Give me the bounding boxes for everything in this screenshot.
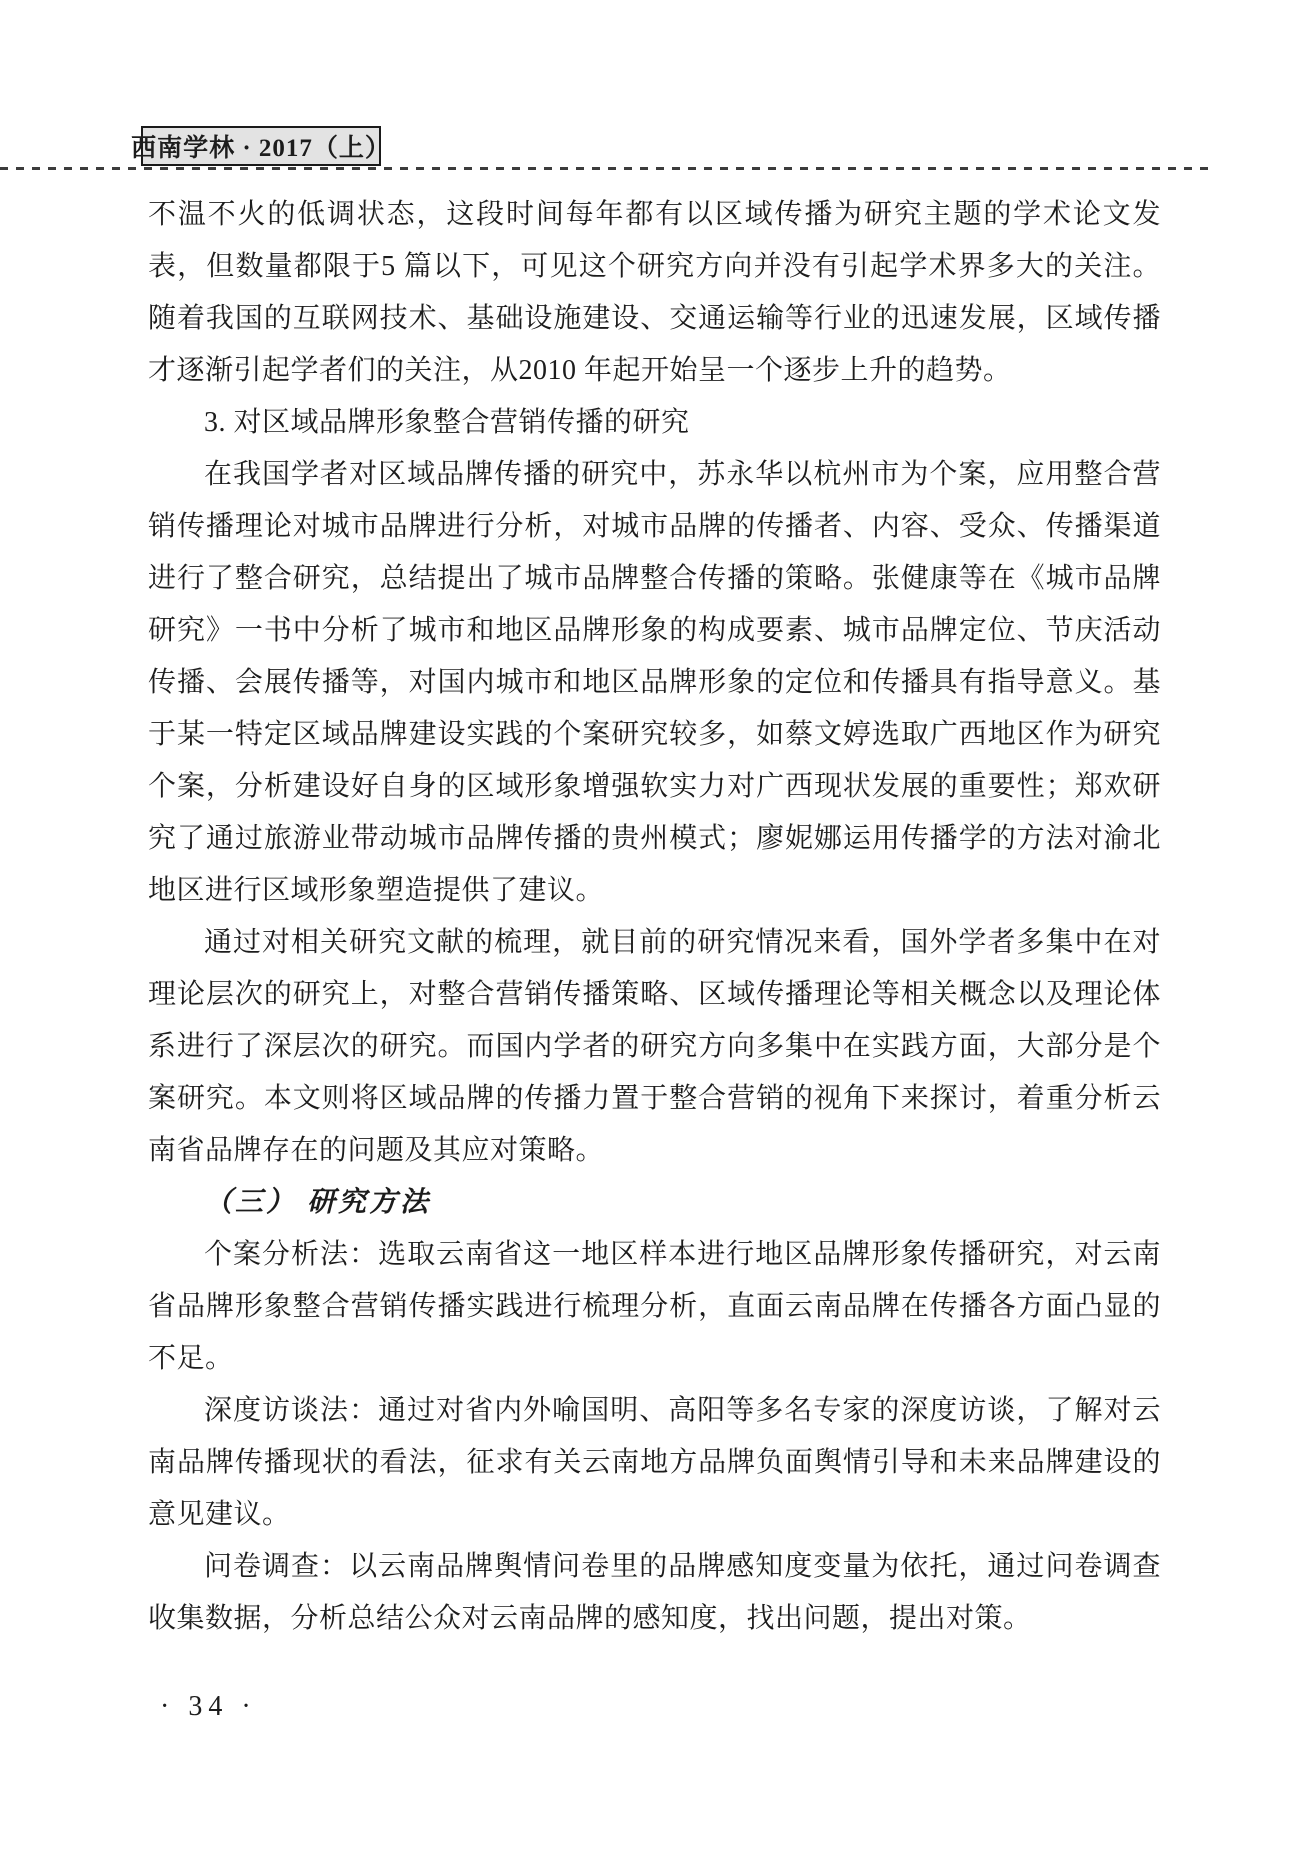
journal-title: 西南学林 · 2017（上） [131, 135, 391, 162]
paragraph-case-analysis: 个案分析法：选取云南省这一地区样本进行地区品牌形象传播研究，对云南省品牌形象整合营销传播实践进行梳理分析，直面云南品牌在传播各方面凸显的不足。 [148, 1239, 1161, 1374]
paragraph-trend: 不温不火的低调状态，这段时间每年都有以区域传播为研究主题的学术论文发表，但数量都限于5 篇以下，可见这个研究方向并没有引起学术界多大的关注。随着我国的互联网技术、基础设施建设、交通运输等行业的迅速发展，区域传播才逐渐引起学者们的关注，从2010 年起开始呈一个逐步上升的趋势。 [148, 199, 1161, 386]
header-dashed-divider [0, 167, 1216, 170]
page-number: · 34 · [160, 1691, 257, 1722]
journal-header-box [131, 126, 391, 166]
article-body [148, 189, 1161, 1645]
paragraph-interview-method: 深度访谈法：通过对省内外喻国明、高阳等多名专家的深度访谈，了解对云南品牌传播现状的看法，征求有关云南地方品牌负面舆情引导和未来品牌建设的意见建议。 [148, 1395, 1161, 1530]
paragraph-domestic-research: 在我国学者对区域品牌传播的研究中，苏永华以杭州市为个案，应用整合营销传播理论对城市品牌进行分析，对城市品牌的传播者、内容、受众、传播渠道进行了整合研究，总结提出了城市品牌整合传播的策略。张健康等在《城市品牌研究》一书中分析了城市和地区品牌形象的构成要素、城市品牌定位、节庆活动传播、会展传播等，对国内城市和地区品牌形象的定位和传播具有指导意义。基于某一特定区域品牌建设实践的个案研究较多，如蔡文婷选取广西地区作为研究个案，分析建设好自身的区域形象增强软实力对广西现状发展的重要性；郑欢研究了通过旅游业带动城市品牌传播的贵州模式；廖妮娜运用传播学的方法对渝北地区进行区域形象塑造提供了建议。 [148, 459, 1161, 906]
heading-research-methods: （三） 研究方法 [204, 1187, 432, 1218]
heading-section-3: 3. 对区域品牌形象整合营销传播的研究 [204, 407, 690, 438]
paragraph-literature-summary: 通过对相关研究文献的梳理，就目前的研究情况来看，国外学者多集中在对理论层次的研究上，对整合营销传播策略、区域传播理论等相关概念以及理论体系进行了深层次的研究。而国内学者的研究方向多集中在实践方面，大部分是个案研究。本文则将区域品牌的传播力置于整合营销的视角下来探讨，着重分析云南省品牌存在的问题及其应对策略。 [148, 927, 1161, 1166]
paragraph-survey-method: 问卷调查：以云南品牌舆情问卷里的品牌感知度变量为依托，通过问卷调查收集数据，分析总结公众对云南品牌的感知度，找出问题，提出对策。 [148, 1551, 1161, 1634]
